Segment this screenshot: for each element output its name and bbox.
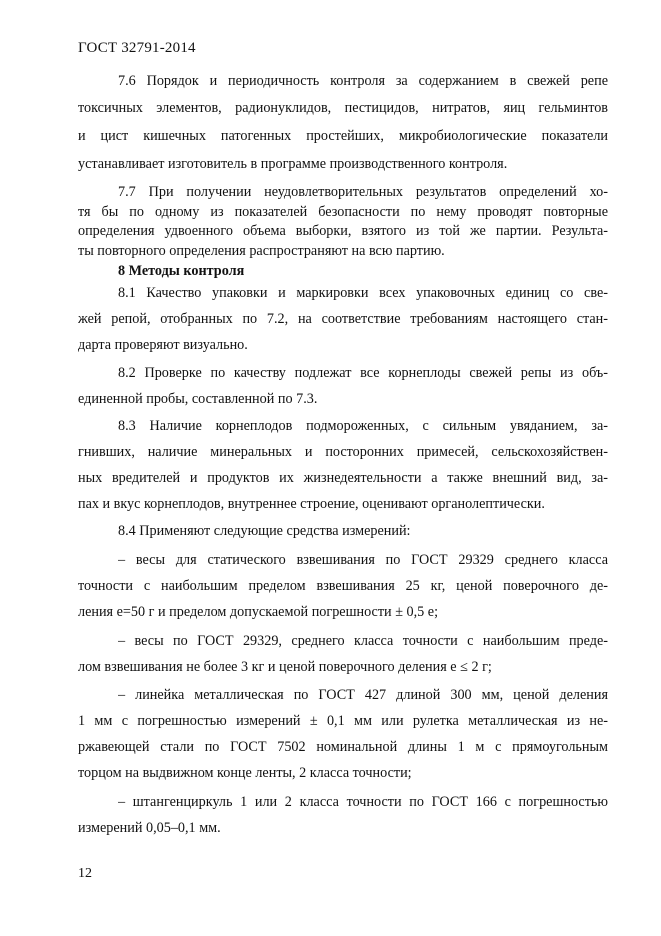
text-line: 8.1 Качество упаковки и маркировки всех упаковочных единиц со све- bbox=[118, 285, 608, 301]
text-line: и цист кишечных патогенных простейших, микробиологические показатели bbox=[78, 128, 608, 144]
text-line: токсичных элементов, радионуклидов, пестицидов, нитратов, яиц гельминтов bbox=[78, 100, 608, 116]
text-line: пах и вкус корнеплодов, внутреннее строение, оценивают органолептически. bbox=[78, 496, 545, 512]
text-line: ных вредителей и продуктов их жизнедеятельности а также внешний вид, за- bbox=[78, 470, 608, 486]
text-line: точности с наибольшим пределом взвешивания 25 кг, ценой поверочного де- bbox=[78, 578, 608, 594]
text-line: лом взвешивания не более 3 кг и ценой поверочного деления е ≤ 2 г; bbox=[78, 659, 492, 675]
text-line: 8.3 Наличие корнеплодов подмороженных, с сильным увяданием, за- bbox=[118, 418, 608, 434]
text-line: тя бы по одному из показателей безопасности по нему проводят повторные bbox=[78, 204, 608, 220]
text-line: 7.7 При получении неудовлетворительных результатов определений хо- bbox=[118, 184, 608, 200]
text-line: 7.6 Порядок и периодичность контроля за содержанием в свежей репе bbox=[118, 73, 608, 89]
text-line: ления е=50 г и пределом допускаемой погрешности ± 0,5 е; bbox=[78, 604, 439, 620]
text-line: определения удвоенного объема выборки, взятого из той же партии. Результа- bbox=[78, 223, 608, 239]
page-number: 12 bbox=[78, 866, 92, 881]
text-line: – штангенциркуль 1 или 2 класса точности по ГОСТ 166 с погрешностью bbox=[118, 794, 608, 810]
text-line: – линейка металлическая по ГОСТ 427 длиной 300 мм, ценой деления bbox=[118, 687, 608, 703]
text-line: – весы по ГОСТ 29329, среднего класса точности с наибольшим преде- bbox=[118, 633, 608, 649]
text-line: 8.4 Применяют следующие средства измерений: bbox=[118, 523, 411, 539]
text-line: единенной пробы, составленной по 7.3. bbox=[78, 391, 318, 407]
text-line: 1 мм с погрешностью измерений ± 0,1 мм или рулетка металлическая из не- bbox=[78, 713, 608, 729]
page-header: ГОСТ 32791-2014 bbox=[78, 40, 196, 56]
text-line: ржавеющей стали по ГОСТ 7502 номинальной длины 1 м с прямоугольным bbox=[78, 739, 608, 755]
text-line: устанавливает изготовитель в программе производственного контроля. bbox=[78, 156, 508, 172]
text-line: дарта проверяют визуально. bbox=[78, 337, 248, 353]
text-line: жей репой, отобранных по 7.2, на соответствие требованиям настоящего стан- bbox=[78, 311, 608, 327]
text-line: 8.2 Проверке по качеству подлежат все корнеплоды свежей репы из объ- bbox=[118, 365, 608, 381]
text-line: торцом на выдвижном конце ленты, 2 класса точности; bbox=[78, 765, 412, 781]
text-line: гнивших, наличие минеральных и посторонних примесей, сельскохозяйствен- bbox=[78, 444, 608, 460]
text-line: – весы для статического взвешивания по ГОСТ 29329 среднего класса bbox=[118, 552, 608, 568]
text-line: измерений 0,05–0,1 мм. bbox=[78, 820, 221, 836]
text-line: ты повторного определения распространяют на всю партию. bbox=[78, 243, 445, 259]
section-heading: 8 Методы контроля bbox=[118, 263, 245, 279]
